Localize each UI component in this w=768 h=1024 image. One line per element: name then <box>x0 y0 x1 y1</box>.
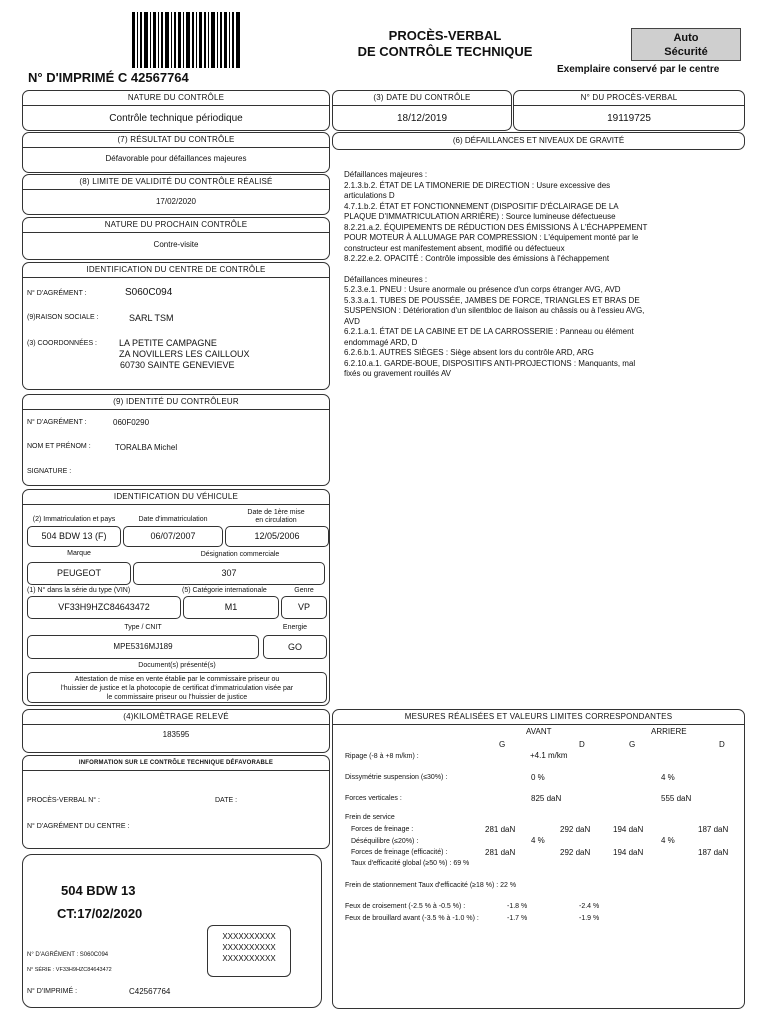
major-defect-line: POUR MOTEUR À ALLUMAGE PAR COMPRESSION : L'équipement monté par le <box>344 233 639 242</box>
pv-number-box <box>513 90 745 131</box>
desequilibre-arriere: 4 % <box>661 836 675 845</box>
imprime-value: C 42567764 <box>117 70 189 85</box>
masked-code-box <box>207 925 291 977</box>
mileage-value: 183595 <box>162 730 190 739</box>
sticker-imprime-value: C42567764 <box>129 987 171 996</box>
minor-defect-line: 6.2.1.a.1. ÉTAT DE LA CABINE ET DE LA CARROSSERIE : Panneau ou élément <box>344 327 634 336</box>
center-box <box>22 262 330 390</box>
categorie-value: M1 <box>183 596 279 619</box>
controller-agrement-label: N° D'AGRÉMENT : <box>27 419 87 426</box>
forces-efficacite-arg: 194 daN <box>613 848 644 857</box>
genre-label: Genre <box>294 587 314 594</box>
controller-box <box>22 394 330 486</box>
barcode <box>132 12 240 68</box>
dissymetrie-label: Dissymétrie suspension (≤30%) : <box>345 774 448 781</box>
energie-label: Energie <box>282 624 308 631</box>
col-avant: AVANT <box>526 727 552 736</box>
genre-value: VP <box>281 596 327 619</box>
documents-line: le commissaire priseur ou l'huissier de justice <box>106 694 248 701</box>
forces-freinage-label: Forces de freinage : <box>351 826 414 833</box>
forces-freinage-avg: 281 daN <box>485 825 516 834</box>
first-circulation-value: 12/05/2006 <box>225 526 329 547</box>
sticker-plate: 504 BDW 13 <box>61 883 136 898</box>
forces-verticales-avant: 825 daN <box>531 794 562 803</box>
auto-securite-badge <box>631 28 741 61</box>
forces-freinage-arg: 194 daN <box>613 825 644 834</box>
measures-box <box>332 709 745 1009</box>
nature-value: Contrôle technique périodique <box>109 113 243 124</box>
masked-line: XXXXXXXXXX <box>222 943 276 952</box>
center-agrement-label: N° D'AGRÉMENT : <box>27 290 87 297</box>
unfavorable-date-label: DATE : <box>215 797 238 804</box>
vehicle-label: IDENTIFICATION DU VÉHICULE <box>23 490 329 505</box>
first-circulation-label <box>223 509 329 525</box>
vehicle-box <box>22 489 330 706</box>
date-value: 18/12/2019 <box>396 113 448 124</box>
mileage-label: (4)KILOMÈTRAGE RELEVÉ <box>23 710 329 725</box>
center-address <box>119 338 250 371</box>
validity-box <box>22 174 330 215</box>
feux-croisement-d: -2.4 % <box>579 903 600 910</box>
ct-sticker <box>22 854 322 1008</box>
forces-efficacite-label: Forces de freinage (efficacité) : <box>351 849 448 856</box>
controller-label: (9) IDENTITÉ DU CONTRÔLEUR <box>23 395 329 410</box>
forces-efficacite-avg: 281 daN <box>485 848 516 857</box>
major-defect-line: 4.7.1.b.2. ÉTAT ET FONCTIONNEMENT (DISPOSITIF D'ÉCLAIRAGE DE LA <box>344 201 619 211</box>
marque-label: Marque <box>67 550 91 557</box>
sticker-serie: N° SÉRIE : VF33H9HZC84643472 <box>27 967 112 973</box>
controller-name-value: TORALBA Michel <box>115 443 178 452</box>
ripage-label: Ripage (-8 à +8 m/km) : <box>345 753 419 760</box>
col-arriere: ARRIERE <box>651 727 687 736</box>
major-defect-line: 8.2.21.a.2. ÉQUIPEMENTS DE RÉDUCTION DES ÉMISSIONS À L'ÉCHAPPEMENT <box>344 222 648 232</box>
defects-label: (6) DÉFAILLANCES ET NIVEAUX DE GRAVITÉ <box>452 136 625 145</box>
copy-note: Exemplaire conservé par le centre <box>557 64 720 75</box>
center-coord-label: (3) COORDONNÉES : <box>27 340 98 347</box>
imprime-label: N° D'IMPRIMÉ <box>28 70 115 85</box>
validity-label: (8) LIMITE DE VALIDITÉ DU CONTRÔLE RÉALISÉ <box>23 175 329 190</box>
minor-defect-line: 6.2.6.b.1. AUTRES SIÈGES : Siège absent lors du contrôle ARD, ARG <box>344 348 594 357</box>
pv-number-label: N° DU PROCÈS-VERBAL <box>514 91 744 106</box>
controller-signature-label: SIGNATURE : <box>27 468 72 475</box>
documents-value <box>27 672 327 703</box>
taux-global: Taux d'efficacité global (≥50 %) : 69 % <box>351 860 470 867</box>
categorie-label: (5) Catégorie internationale <box>182 587 267 594</box>
immat-value: 504 BDW 13 (F) <box>27 526 121 547</box>
frein-service-label: Frein de service <box>345 814 395 821</box>
page-title <box>330 28 560 60</box>
designation-label: Désignation commerciale <box>200 551 280 558</box>
unfavorable-pv-label: PROCÈS-VERBAL N° : <box>27 797 100 804</box>
minor-defect-line: 5.3.3.a.1. TUBES DE POUSSÉE, JAMBES DE FORCE, TRIANGLES ET BRAS DE <box>344 295 640 305</box>
badge-line-2: Sécurité <box>664 46 708 58</box>
center-label: IDENTIFICATION DU CENTRE DE CONTRÔLE <box>23 263 329 278</box>
col-arriere-g: G <box>629 740 636 749</box>
nature-box <box>22 90 330 131</box>
minor-defect-line: SUSPENSION : Détérioration d'un silentbloc de liaison au châssis ou à l'essieu AVG, <box>344 306 645 315</box>
date-immat-label: Date d'immatriculation <box>138 516 208 523</box>
col-arriere-d: D <box>719 740 725 749</box>
major-defect-line: articulations D <box>344 191 395 200</box>
documents-line: Attestation de mise en vente établie par le commissaire priseur ou <box>74 676 280 683</box>
minor-defect-line: endommagé ARD, D <box>344 337 418 347</box>
forces-freinage-avd: 292 daN <box>560 825 591 834</box>
address-line: ZA NOVILLERS LES CAILLOUX <box>119 349 250 359</box>
title-line-1: PROCÈS-VERBAL <box>388 28 502 43</box>
dissymetrie-avant: 0 % <box>531 773 545 782</box>
designation-value: 307 <box>133 562 325 585</box>
feux-croisement-g: -1.8 % <box>507 903 528 910</box>
first-circ-label-line: Date de 1ère mise <box>247 509 305 516</box>
pv-number-value: 19119725 <box>607 113 651 124</box>
center-agrement-value: S060C094 <box>125 287 173 298</box>
major-defect-line: constructeur est manifestement absent, modifié ou défectueux <box>344 243 565 253</box>
forces-efficacite-ard: 187 daN <box>698 848 729 857</box>
frein-stationnement: Frein de stationnement Taux d'efficacité (≥18 %) : 22 % <box>345 882 517 889</box>
energie-value: GO <box>263 635 327 659</box>
imprime-number <box>28 70 189 85</box>
nature-label: NATURE DU CONTRÔLE <box>23 91 329 106</box>
minor-defect-line: 5.2.3.e.1. PNEU : Usure anormale ou présence d'un corps étranger AVG, AVD <box>344 285 621 294</box>
date-label: (3) DATE DU CONTRÔLE <box>333 91 511 106</box>
mileage-box <box>22 709 330 753</box>
controller-agrement-value: 060F0290 <box>113 418 150 427</box>
minor-defects-title: Défaillances mineures : <box>344 274 428 284</box>
vin-label: (1) N° dans la série du type (VIN) <box>27 587 131 594</box>
major-defects-title: Défaillances majeures : <box>344 170 428 179</box>
address-line: LA PETITE CAMPAGNE <box>119 338 217 348</box>
col-avant-d: D <box>579 740 585 749</box>
forces-verticales-arriere: 555 daN <box>661 794 692 803</box>
result-label: (7) RÉSULTAT DU CONTRÔLE <box>23 133 329 148</box>
unfavorable-label: INFORMATION SUR LE CONTRÔLE TECHNIQUE DÉFAVORABLE <box>23 756 329 771</box>
next-control-box <box>22 217 330 260</box>
major-defect-line: 8.2.22.e.2. OPACITÉ : Contrôle impossible des émissions à l'échappement <box>344 254 610 263</box>
feux-croisement-label: Feux de croisement (-2.5 % à -0.5 %) : <box>345 903 466 910</box>
type-value: MPE5316MJ189 <box>27 635 259 659</box>
immat-label: (2) Immatriculation et pays <box>32 516 116 523</box>
sticker-agrement: N° D'AGRÉMENT : S060C094 <box>27 952 109 958</box>
date-immat-value: 06/07/2007 <box>123 526 223 547</box>
major-defect-line: 2.1.3.b.2. ÉTAT DE LA TIMONERIE DE DIRECTION : Usure excessive des <box>344 180 611 190</box>
desequilibre-label: Déséquilibre (≤20%) : <box>351 838 419 845</box>
forces-verticales-label: Forces verticales : <box>345 795 402 802</box>
forces-freinage-ard: 187 daN <box>698 825 729 834</box>
defects-header-box <box>332 132 745 150</box>
center-social-value: SARL TSM <box>129 313 174 323</box>
measures-label: MESURES RÉALISÉES ET VALEURS LIMITES CORRESPONDANTES <box>333 710 744 725</box>
col-avant-g: G <box>499 740 506 749</box>
masked-line: XXXXXXXXXX <box>222 932 276 941</box>
validity-value: 17/02/2020 <box>155 197 197 206</box>
vin-value: VF33H9HZC84643472 <box>27 596 181 619</box>
ripage-value: +4.1 m/km <box>530 751 568 760</box>
next-control-value: Contre-visite <box>153 240 199 249</box>
minor-defect-line: AVD <box>344 316 360 326</box>
masked-line: XXXXXXXXXX <box>222 954 276 963</box>
date-box <box>332 90 512 131</box>
documents-line: l'huissier de justice et la photocopie de certificat d'immatriculation visée par <box>60 685 294 692</box>
sticker-imprime-label: N° D'IMPRIMÉ : <box>27 988 78 995</box>
unfavorable-box <box>22 755 330 849</box>
first-circ-label-line: en circulation <box>255 517 297 524</box>
feux-brouillard-label: Feux de brouillard avant (-3.5 % à -1.0 %) : <box>345 915 479 922</box>
result-box <box>22 132 330 173</box>
sticker-ct-date: CT:17/02/2020 <box>57 906 143 921</box>
type-label: Type / CNIT <box>124 624 162 631</box>
marque-value: PEUGEOT <box>27 562 131 585</box>
controller-name-label: NOM ET PRÉNOM : <box>27 443 91 450</box>
minor-defect-line: 6.2.10.a.1. GARDE-BOUE, DISPOSITIFS ANTI-PROJECTIONS : Manquants, mal <box>344 358 636 368</box>
next-control-label: NATURE DU PROCHAIN CONTRÔLE <box>23 218 329 233</box>
feux-brouillard-g: -1.7 % <box>507 915 528 922</box>
title-line-2: DE CONTRÔLE TECHNIQUE <box>357 44 533 59</box>
forces-efficacite-avd: 292 daN <box>560 848 591 857</box>
badge-line-1: Auto <box>673 32 699 44</box>
address-line: 60730 SAINTE GENEVIEVE <box>120 360 235 370</box>
dissymetrie-arriere: 4 % <box>661 773 675 782</box>
unfavorable-agrement-label: N° D'AGRÉMENT DU CENTRE : <box>27 823 130 830</box>
documents-label: Document(s) présenté(s) <box>138 662 216 669</box>
feux-brouillard-d: -1.9 % <box>579 915 600 922</box>
major-defect-line: PLAQUE D'IMMATRICULATION ARRIÈRE) : Source lumineuse défectueuse <box>344 212 616 221</box>
minor-defect-line: fixés ou gravement rouillés AV <box>344 369 452 378</box>
result-value: Défavorable pour défaillances majeures <box>105 154 247 163</box>
desequilibre-avant: 4 % <box>531 836 545 845</box>
defects-list <box>344 170 744 380</box>
center-social-label: (9)RAISON SOCIALE : <box>27 314 99 321</box>
